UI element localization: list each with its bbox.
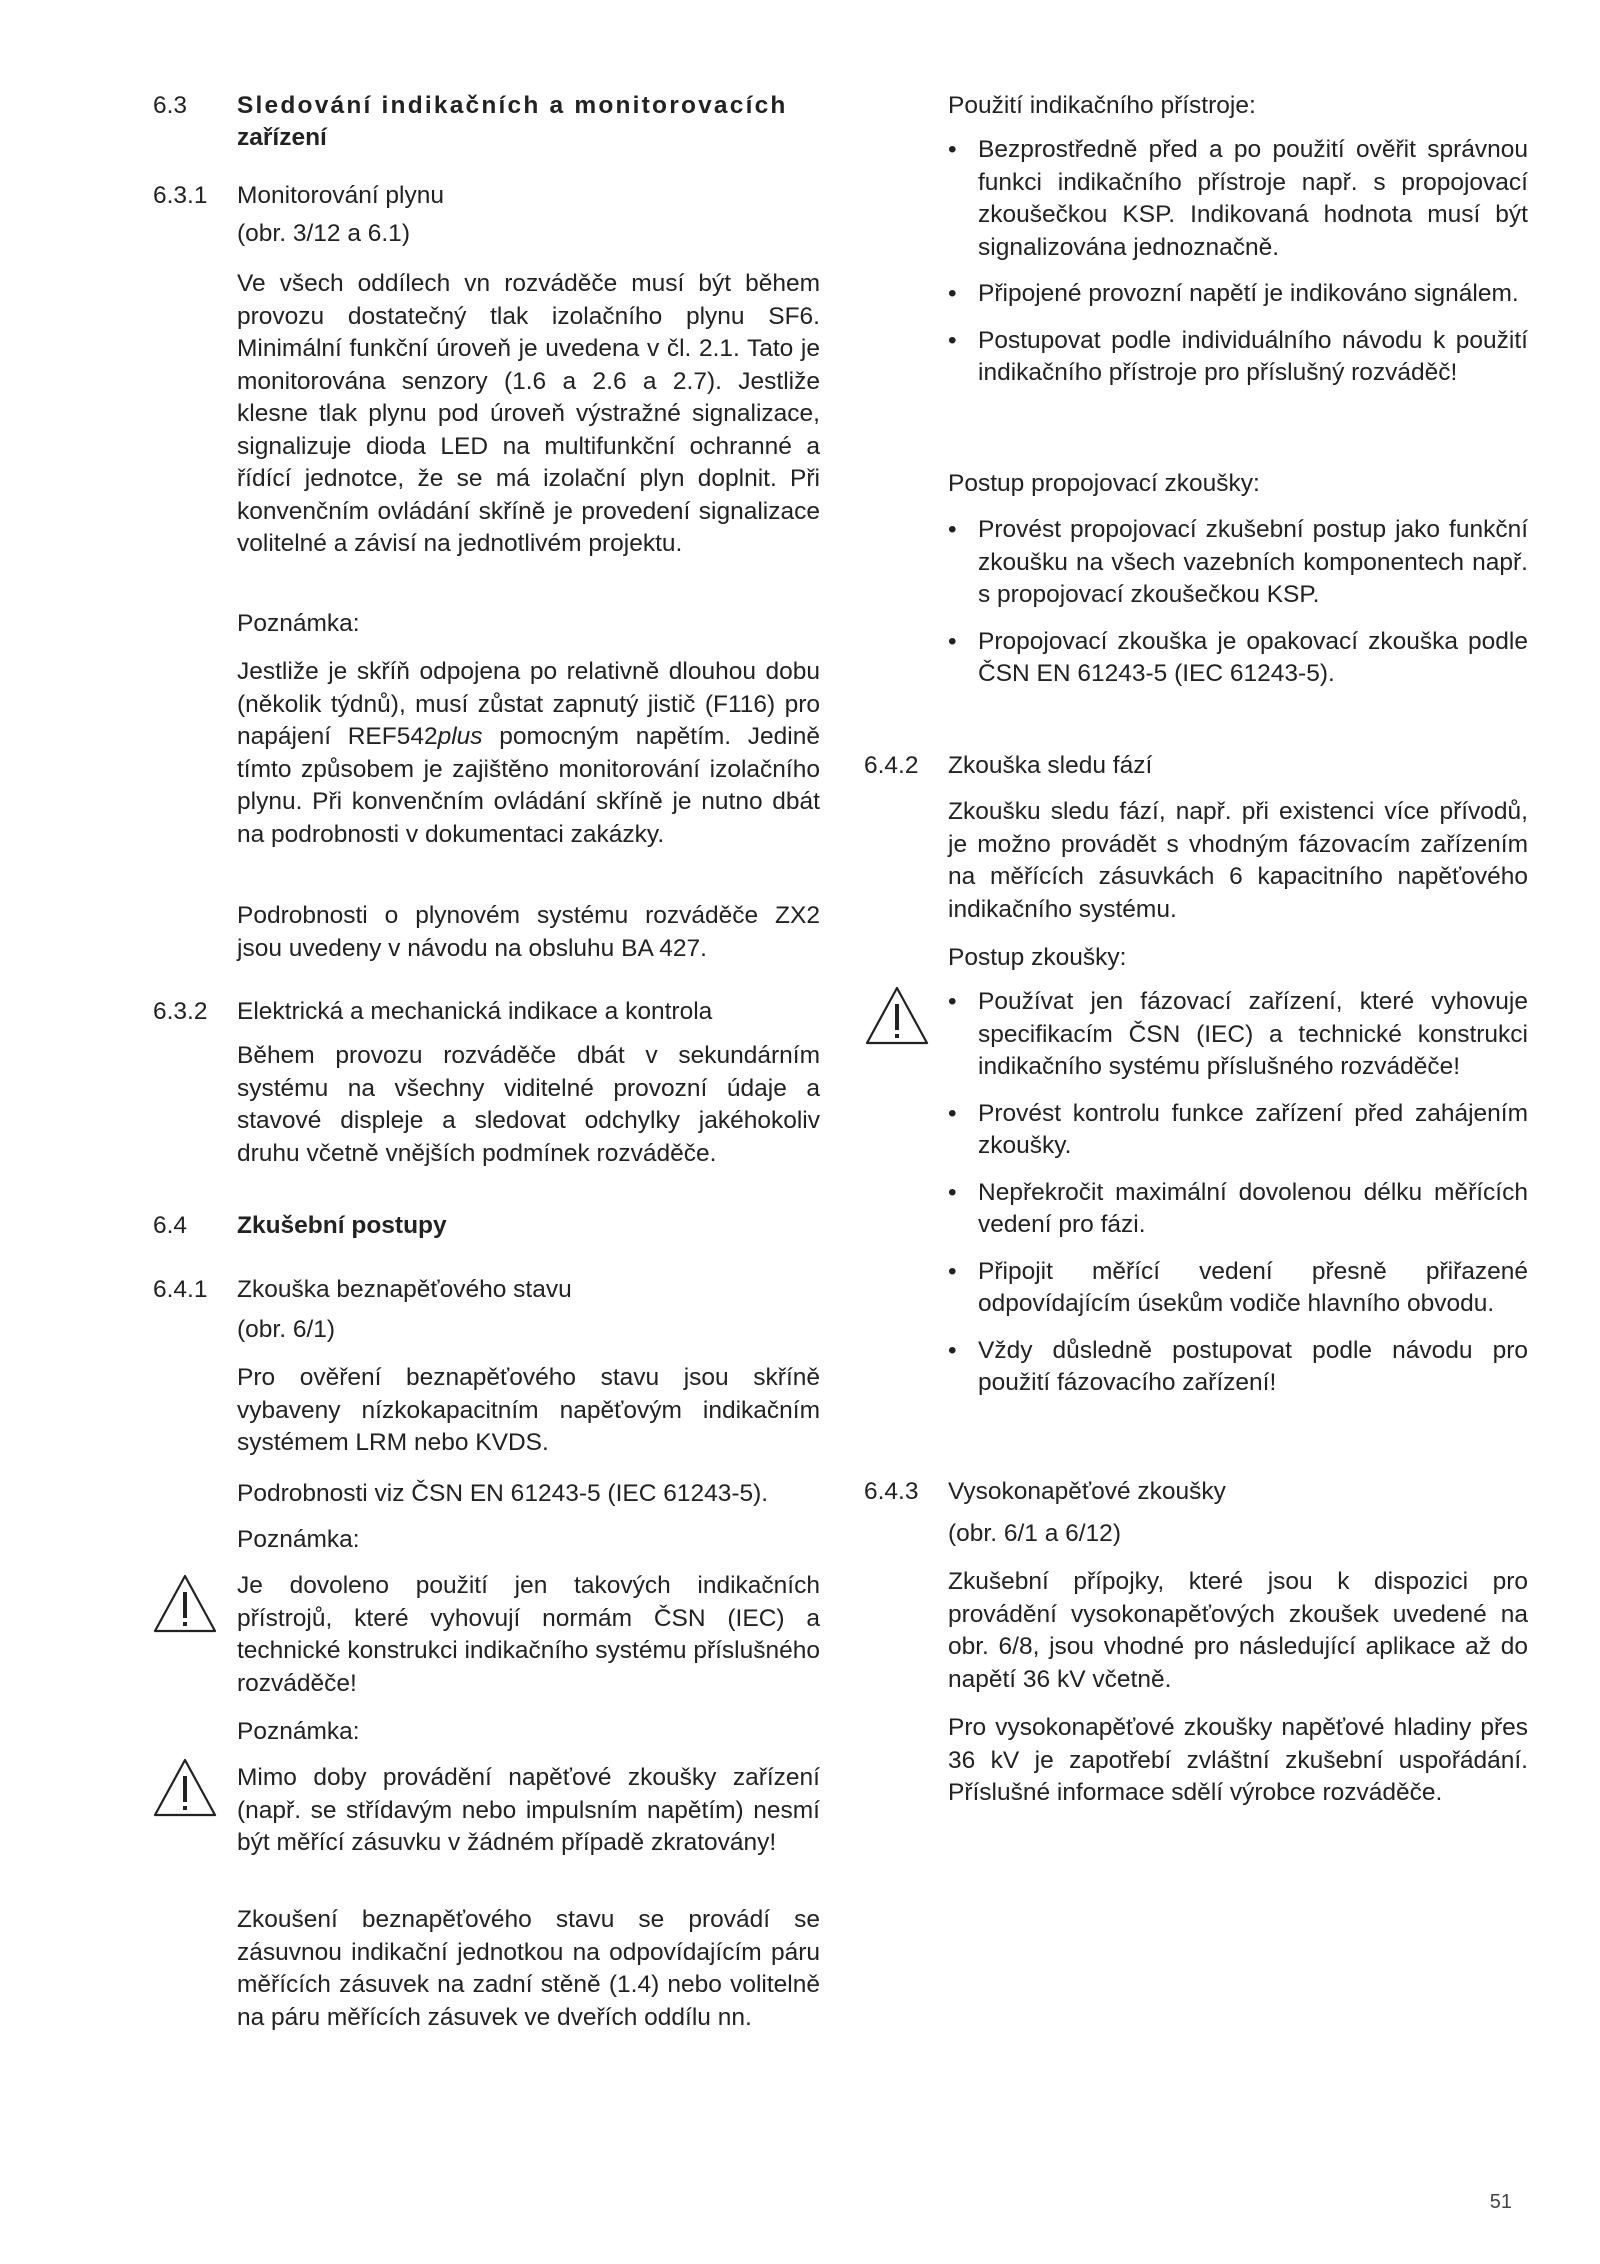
subsection-title: Elektrická a mechanická indikace a kontrola xyxy=(237,998,713,1025)
list-item: • Připojené provozní napětí je indikováno signálem. xyxy=(948,278,1528,311)
section-title-cont: zařízení xyxy=(237,124,327,151)
reference-text: Podrobnosti viz ČSN EN 61243-5 (IEC 61243-5). xyxy=(237,1480,769,1507)
note-label: Poznámka: xyxy=(237,1718,360,1745)
section-title: Zkušební postupy xyxy=(237,1212,447,1239)
subsection-number: 6.4.2 xyxy=(864,752,919,779)
paragraph: Pro ověření beznapěťového stavu jsou skříně vybaveny nízkokapacitním napěťovým indikačním systémem LRM nebo KVDS. xyxy=(237,1364,820,1456)
subsection-title: Zkouška sledu fází xyxy=(948,752,1153,779)
paragraph: Během provozu rozváděče dbát v sekundárním systému na všechny viditelné provozní údaje a stavové displeje a sledovat odchylky jakéhokoliv druhu včetně vnějších podmínek rozváděče. xyxy=(237,1042,820,1167)
paragraph: Zkušební přípojky, které jsou k dispozici pro provádění vysokonapěťových zkoušek uvedené na obr. 6/8, jsou vhodné pro následující aplikace až do napětí 36 kV včetně. xyxy=(948,1568,1528,1693)
bullet-list xyxy=(948,986,1528,1414)
warning-triangle-icon xyxy=(152,1572,218,1634)
section-title: Sledování indikačních a monitorovacích xyxy=(237,92,788,119)
section-number: 6.3 xyxy=(153,92,188,119)
warning-text: Je dovoleno použití jen takových indikačních přístrojů, které vyhovují normám ČSN (IEC) a technické konstrukci indikačního systému příslušného rozváděče! xyxy=(237,1572,820,1697)
paragraph: Zkoušení beznapěťového stavu se provádí se zásuvnou indikační jednotkou na odpovídajícím páru měřících zásuvek na zadní stěně (1.4) nebo volitelně na páru měřících zásuvek ve dveřích oddílu nn. xyxy=(237,1906,820,2031)
note-label: Poznámka: xyxy=(237,610,360,637)
subheading: Postup zkoušky: xyxy=(948,944,1127,971)
warning-triangle-icon xyxy=(864,984,930,1046)
figure-reference: (obr. 3/12 a 6.1) xyxy=(237,220,410,247)
figure-reference: (obr. 6/1) xyxy=(237,1316,336,1343)
paragraph: Ve všech oddílech vn rozváděče musí být během provozu dostatečný tlak izolačního plynu SF6. Minimální funkční úroveň je uvedena v čl. 2.1. Tato je monitorována senzory (1.6 a 2.6 a 2.7). Jestliže klesne tlak plynu pod úroveň výstražné signalizace, signalizuje dioda LED na multifunkční ochranné a řídící jednotce, že se má izolační plyn doplnit. Při konvenčním ovládání skříně je provedení signalizace volitelné a závisí na jednotlivém projektu. xyxy=(237,270,820,557)
list-item: • Nepřekročit maximální dovolenou délku měřících vedení pro fázi. xyxy=(948,1177,1528,1242)
list-item: • Provést kontrolu funkce zařízení před zahájením zkoušky. xyxy=(948,1098,1528,1163)
list-item: • Připojit měřící vedení přesně přiřazené odpovídajícím úsekům vodiče hlavního obvodu. xyxy=(948,1256,1528,1321)
section-number: 6.4 xyxy=(153,1212,188,1239)
list-item: • Používat jen fázovací zařízení, které vyhovuje specifikacím ČSN (IEC) a technické konstrukci indikačního systému příslušného rozváděče! xyxy=(948,986,1528,1084)
subheading: Použití indikačního přístroje: xyxy=(948,92,1256,119)
warning-text: Mimo doby provádění napěťové zkoušky zařízení (např. se střídavým nebo impulsním napětím) nesmí být měřící zásuvku v žádném případě zkratovány! xyxy=(237,1764,820,1856)
subsection-number: 6.3.2 xyxy=(153,998,208,1025)
list-item: • Postupovat podle individuálního návodu k použití indikačního přístroje pro příslušný rozváděč! xyxy=(948,325,1528,390)
list-item: • Bezprostředně před a po použití ověřit správnou funkci indikačního přístroje např. s propojovací zkoušečkou KSP. Indikovaná hodnota musí být signalizována jednoznačně. xyxy=(948,134,1528,264)
paragraph: Zkoušku sledu fází, např. při existenci více přívodů, je možno provádět s vhodným fázovacím zařízením na měřících zásuvkách 6 kapacitního napěťového indikačního systému. xyxy=(948,798,1528,923)
list-item: • Vždy důsledně postupovat podle návodu pro použití fázovacího zařízení! xyxy=(948,1335,1528,1400)
paragraph: Pro vysokonapěťové zkoušky napěťové hladiny přes 36 kV je zapotřebí zvláštní zkušební uspořádání. Příslušné informace sdělí výrobce rozváděče. xyxy=(948,1714,1528,1806)
figure-reference: (obr. 6/1 a 6/12) xyxy=(948,1520,1121,1547)
bullet-list xyxy=(948,514,1528,705)
subsection-number: 6.4.3 xyxy=(864,1478,919,1505)
subsection-title: Monitorování plynu xyxy=(237,182,445,209)
list-item: • Provést propojovací zkušební postup jako funkční zkoušku na všech vazebních komponentech např. s propojovací zkoušečkou KSP. xyxy=(948,514,1528,612)
list-item: • Propojovací zkouška je opakovací zkouška podle ČSN EN 61243-5 (IEC 61243-5). xyxy=(948,626,1528,691)
subheading: Postup propojovací zkoušky: xyxy=(948,470,1260,497)
subsection-title: Zkouška beznapěťového stavu xyxy=(237,1276,572,1303)
subsection-number: 6.4.1 xyxy=(153,1276,208,1303)
warning-triangle-icon xyxy=(152,1756,218,1818)
subsection-title: Vysokonapěťové zkoušky xyxy=(948,1478,1226,1505)
bullet-list xyxy=(948,134,1528,404)
subsection-number: 6.3.1 xyxy=(153,182,208,209)
paragraph: Podrobnosti o plynovém systému rozváděče ZX2 jsou uvedeny v návodu na obsluhu BA 427. xyxy=(237,902,820,962)
paragraph: Jestliže je skříň odpojena po relativně dlouhou dobu (několik týdnů), musí zůstat zapnutý jistič (F116) pro napájení REF542plus pomocným napětím. Jedině tímto způsobem je zajištěno monitorování izolačního plynu. Při konvenčním ovládání skříně je nutno dbát na podrobnosti v dokumentaci zakázky. xyxy=(237,658,820,848)
note-label: Poznámka: xyxy=(237,1526,360,1553)
page-number: 51 xyxy=(1489,2191,1512,2213)
